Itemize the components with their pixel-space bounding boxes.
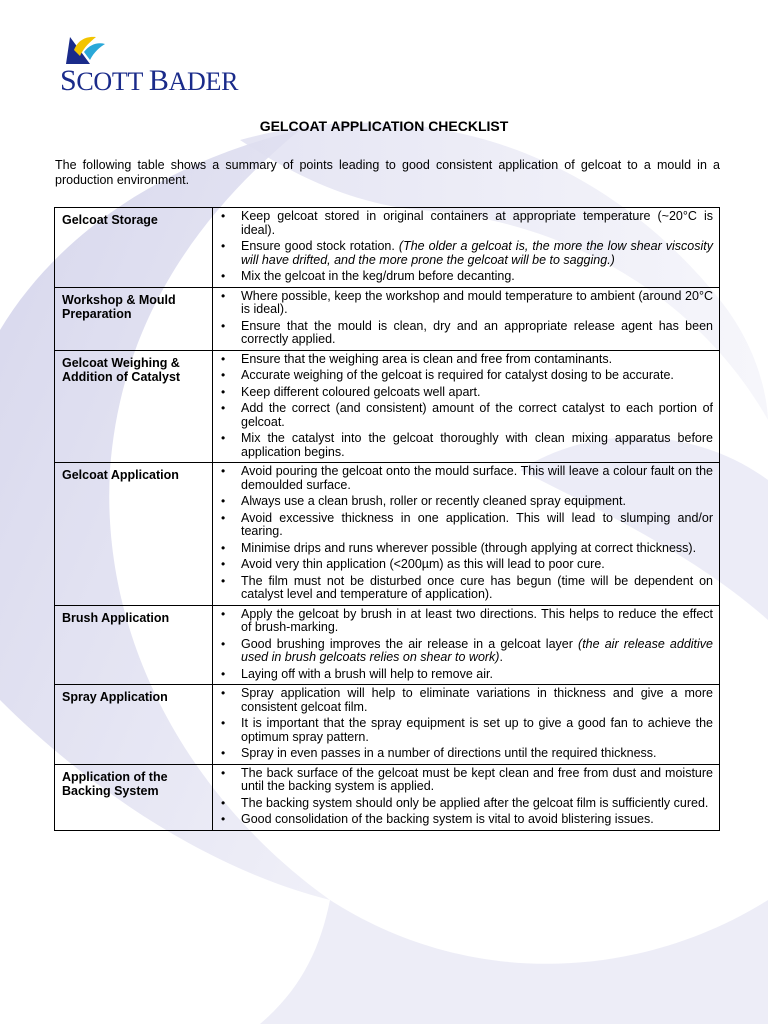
point-note: (The older a gelcoat is, the more the low shear viscosity will have drifted, and the more prone the gelcoat will be to sagging.) — [241, 239, 713, 267]
point-text: Avoid very thin application (<200µm) as this will lead to poor cure. — [241, 557, 605, 571]
list-item — [219, 767, 713, 794]
point-text: Mix the gelcoat in the keg/drum before decanting. — [241, 269, 515, 283]
list-item — [219, 747, 713, 761]
point-text: Mix the catalyst into the gelcoat thoroughly with clean mixing apparatus before application begins. — [241, 431, 713, 459]
point-text: Good consolidation of the backing system is vital to avoid blistering issues. — [241, 812, 654, 826]
category-cell: Gelcoat Storage — [55, 208, 213, 288]
point-text: Ensure that the mould is clean, dry and an appropriate release agent has been correctly applied. — [241, 318, 713, 346]
bullet-list — [219, 767, 713, 827]
point-text: The back surface of the gelcoat must be kept clean and free from dust and moisture until the backing system is applied. — [241, 765, 713, 793]
point-text: Avoid excessive thickness in one application. This will lead to slumping and/or tearing. — [241, 510, 713, 538]
list-item — [219, 210, 713, 237]
category-cell: Workshop & Mould Preparation — [55, 287, 213, 350]
point-text: Spray application will help to eliminate variations in thickness and give a more consistent gelcoat film. — [241, 686, 713, 714]
points-cell — [213, 463, 720, 606]
point-text: Ensure that the weighing area is clean and free from contaminants. — [241, 351, 613, 366]
point-text: Keep gelcoat stored in original containers at appropriate temperature (~20°C is ideal). — [241, 209, 713, 237]
list-item — [219, 320, 713, 347]
point-text: Minimise drips and runs wherever possible (through applying at correct thickness). — [241, 540, 697, 555]
points-cell — [213, 350, 720, 463]
point-text: The backing system should only be applied after the gelcoat film is sufficiently cured. — [241, 795, 709, 810]
list-item — [219, 465, 713, 492]
intro-paragraph: The following table shows a summary of points leading to good consistent application of gelcoat to a mould in a production environment. — [55, 158, 720, 187]
category-cell: Spray Application — [55, 685, 213, 765]
bullet-list — [219, 290, 713, 347]
point-text: Apply the gelcoat by brush in at least two directions. This helps to reduce the effect of brush-marking. — [241, 606, 713, 634]
bullet-list — [219, 465, 713, 602]
point-note: (the air release additive used in brush gelcoats relies on shear to work) — [241, 636, 713, 664]
brand-logo — [60, 34, 270, 97]
bullet-list — [219, 608, 713, 682]
bullet-list — [219, 210, 713, 284]
point-text: Avoid pouring the gelcoat onto the mould surface. This will leave a colour fault on the demoulded surface. — [241, 464, 713, 492]
list-item — [219, 270, 713, 284]
table-row — [55, 287, 720, 350]
points-cell — [213, 764, 720, 830]
points-cell — [213, 208, 720, 288]
table-row — [55, 463, 720, 606]
table-row — [55, 764, 720, 830]
table-row — [55, 685, 720, 765]
list-item — [219, 638, 713, 665]
point-text: Keep different coloured gelcoats well apart. — [241, 384, 481, 399]
document-title: GELCOAT APPLICATION CHECKLIST — [259, 118, 509, 134]
point-text: Where possible, keep the workshop and mould temperature to ambient (around 20°C is ideal). — [241, 288, 713, 316]
table-row — [55, 208, 720, 288]
point-text: It is important that the spray equipment is set up to give a good fan to achieve the optimum spray pattern. — [241, 716, 713, 744]
point-text: Always use a clean brush, roller or recently cleaned spray equipment. — [241, 494, 626, 508]
category-cell: Gelcoat Weighing & Addition of Catalyst — [55, 350, 213, 463]
bullet-list — [219, 687, 713, 761]
list-item — [219, 717, 713, 744]
list-item — [219, 353, 713, 367]
list-item — [219, 558, 713, 572]
category-cell: Brush Application — [55, 605, 213, 685]
list-item — [219, 797, 713, 811]
list-item — [219, 402, 713, 429]
point-text: Laying off with a brush will help to remove air. — [241, 666, 493, 681]
list-item — [219, 386, 713, 400]
point-text: Accurate weighing of the gelcoat is required for catalyst dosing to be accurate. — [241, 368, 674, 382]
point-text: The film must not be disturbed once cure has begun (time will be dependent on catalyst level and temperature of application). — [241, 573, 713, 601]
point-text: Add the correct (and consistent) amount of the correct catalyst to each portion of gelcoat. — [241, 401, 713, 429]
points-cell — [213, 605, 720, 685]
checklist-table — [54, 207, 720, 831]
list-item — [219, 432, 713, 459]
points-cell — [213, 685, 720, 765]
point-text: Spray in even passes in a number of directions until the required thickness. — [241, 746, 657, 760]
list-item — [219, 495, 713, 509]
list-item — [219, 687, 713, 714]
sail-logo-icon — [60, 34, 106, 66]
bullet-list — [219, 353, 713, 460]
point-text: Good brushing improves the air release in a gelcoat layer — [241, 636, 579, 651]
point-suffix: . — [499, 650, 503, 664]
list-item — [219, 512, 713, 539]
list-item — [219, 290, 713, 317]
list-item — [219, 668, 713, 682]
checklist-body — [55, 208, 720, 831]
point-text: Ensure good stock rotation. — [241, 239, 399, 253]
list-item — [219, 608, 713, 635]
category-cell: Gelcoat Application — [55, 463, 213, 606]
brand-name: SCOTT BADER — [60, 64, 239, 97]
list-item — [219, 240, 713, 267]
table-row — [55, 605, 720, 685]
points-cell — [213, 287, 720, 350]
category-cell: Application of the Backing System — [55, 764, 213, 830]
list-item — [219, 369, 713, 383]
table-row — [55, 350, 720, 463]
list-item — [219, 542, 713, 556]
list-item — [219, 575, 713, 602]
list-item — [219, 813, 713, 827]
